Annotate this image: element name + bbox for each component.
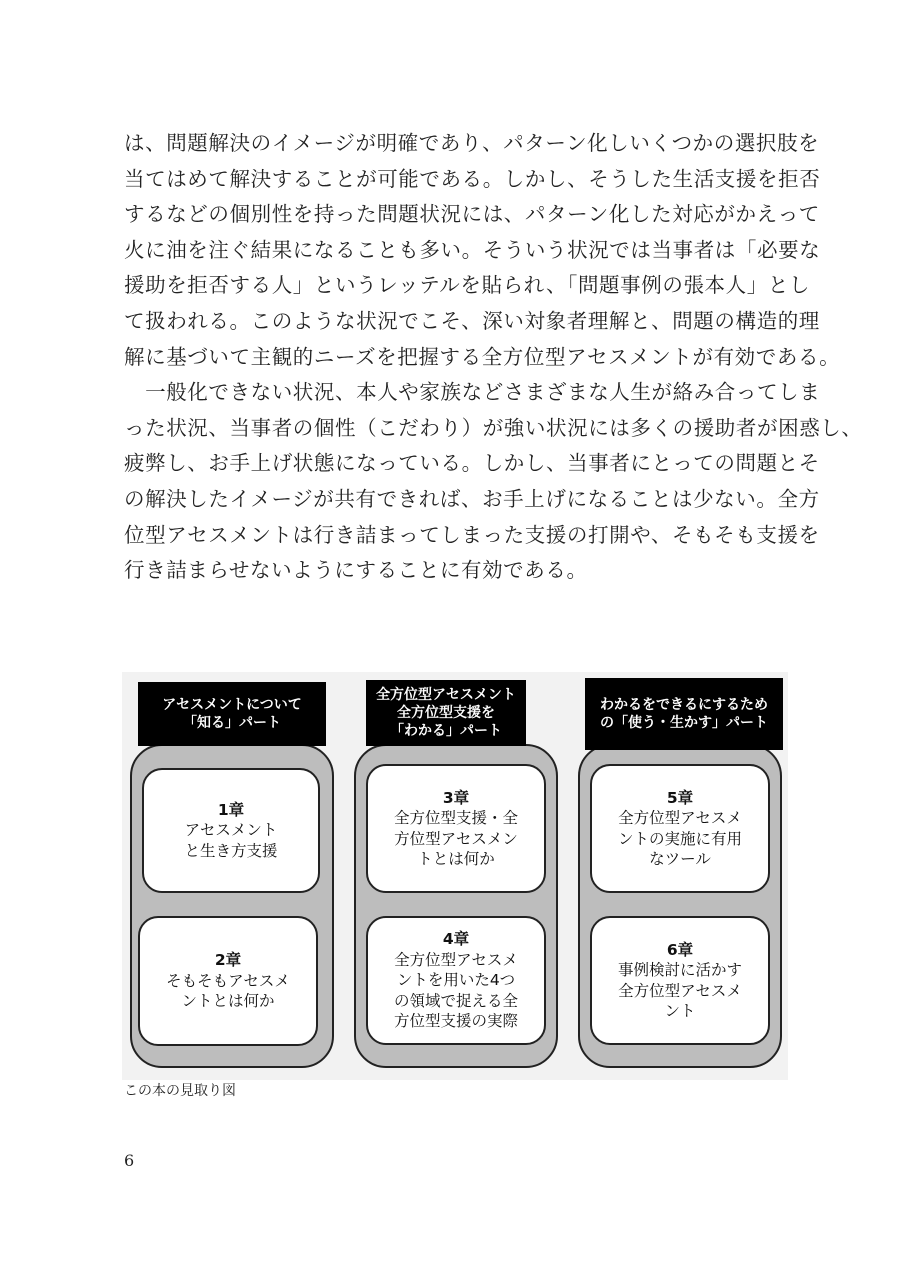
text-line: 位型アセスメントは行き詰まってしまった支援の打開や、そもそも支援を — [124, 522, 820, 547]
text-line: て扱われる。このような状況でこそ、深い対象者理解と、問題の構造的理 — [124, 308, 820, 333]
text-line: 火に油を注ぐ結果になることも多い。そういう状況では当事者は「必要な — [124, 237, 821, 262]
text-line: の解決したイメージが共有できれば、お手上げになることは少ない。全方 — [124, 486, 820, 511]
chapter-number: 1章 — [217, 800, 245, 819]
chapter-number: 2章 — [214, 951, 242, 970]
chapter-title-line: 事例検討に活かす — [617, 961, 742, 979]
chapter-title-line: ントとは何か — [181, 992, 275, 1011]
chapter-title-line: の領域で捉える全 — [393, 991, 518, 1010]
part-header-use — [585, 678, 783, 750]
header-line: アセスメントについて — [162, 697, 302, 713]
part-header-know — [138, 682, 326, 746]
chapter-title-line: 全方位型支援・全 — [393, 809, 518, 827]
header-line: 全方位型支援を — [397, 705, 495, 721]
header-line: の「使う・生かす」パート — [600, 715, 768, 731]
chapter-title-line: トとは何か — [417, 850, 495, 868]
header-line: 「わかる」パート — [390, 723, 502, 739]
text-line: 解に基づいて主観的ニーズを把握する全方位型アセスメントが有効である。 — [124, 344, 841, 369]
chapter-number: 5章 — [666, 788, 694, 807]
chapter-title-line: なツール — [649, 850, 711, 868]
chapter-title-line: ントの実施に有用 — [617, 829, 742, 848]
header-line: わかるをできるにするため — [600, 697, 768, 713]
chapter-title-line: ントを用いた4つ — [396, 971, 516, 990]
chapter-title-line: 全方位型アセスメ — [394, 950, 518, 969]
header-line: 「知る」パート — [183, 715, 281, 731]
chapter-number: 4章 — [442, 930, 470, 949]
text-line: った状況、当事者の個性（こだわり）が強い状況には多くの援助者が困惑し、 — [124, 415, 863, 440]
text-line: 当てはめて解決することが可能である。しかし、そうした生活支援を拒否 — [124, 166, 821, 191]
text-line: するなどの個別性を持った問題状況には、パターン化した対応がかえって — [124, 202, 820, 227]
book-map-figure — [122, 672, 788, 1080]
body-text — [124, 126, 863, 589]
part-header-understand — [366, 680, 526, 746]
figure-caption: この本の見取り図 — [124, 1083, 236, 1099]
text-line: 一般化できない状況、本人や家族などさまざまな人生が絡み合ってしま — [124, 380, 821, 405]
chapter-card-6 — [590, 916, 770, 1045]
text-line: 疲弊し、お手上げ状態になっている。しかし、当事者にとっての問題とそ — [124, 451, 820, 476]
text-line: 援助を拒否する人」というレッテルを貼られ、「問題事例の張本人」とし — [124, 273, 811, 298]
chapter-title-line: 方位型アセスメン — [394, 829, 518, 848]
chapter-card-4 — [366, 916, 546, 1045]
chapter-title-line: 全方位型アセスメ — [618, 981, 742, 1000]
chapter-card-5 — [590, 764, 770, 893]
chapter-title-line: ント — [664, 1002, 696, 1020]
chapter-number: 3章 — [442, 788, 470, 807]
chapter-card-2 — [138, 916, 318, 1046]
chapter-title-line: と生き方支援 — [184, 841, 278, 860]
header-line: 全方位型アセスメント — [376, 687, 516, 703]
chapter-title-line: アセスメント — [184, 821, 278, 840]
chapter-title-line: そもそもアセスメ — [166, 971, 290, 990]
chapter-card-3 — [366, 764, 546, 893]
page-number: 6 — [124, 1151, 135, 1170]
chapter-number: 6章 — [666, 940, 694, 959]
chapter-card-1 — [142, 768, 320, 893]
text-line: 行き詰まらせないようにすることに有効である。 — [124, 558, 588, 583]
text-line: は、問題解決のイメージが明確であり、パターン化しいくつかの選択肢を — [124, 131, 820, 155]
chapter-title-line: 全方位型アセスメ — [618, 809, 742, 827]
chapter-title-line: 方位型支援の実際 — [393, 1012, 518, 1031]
